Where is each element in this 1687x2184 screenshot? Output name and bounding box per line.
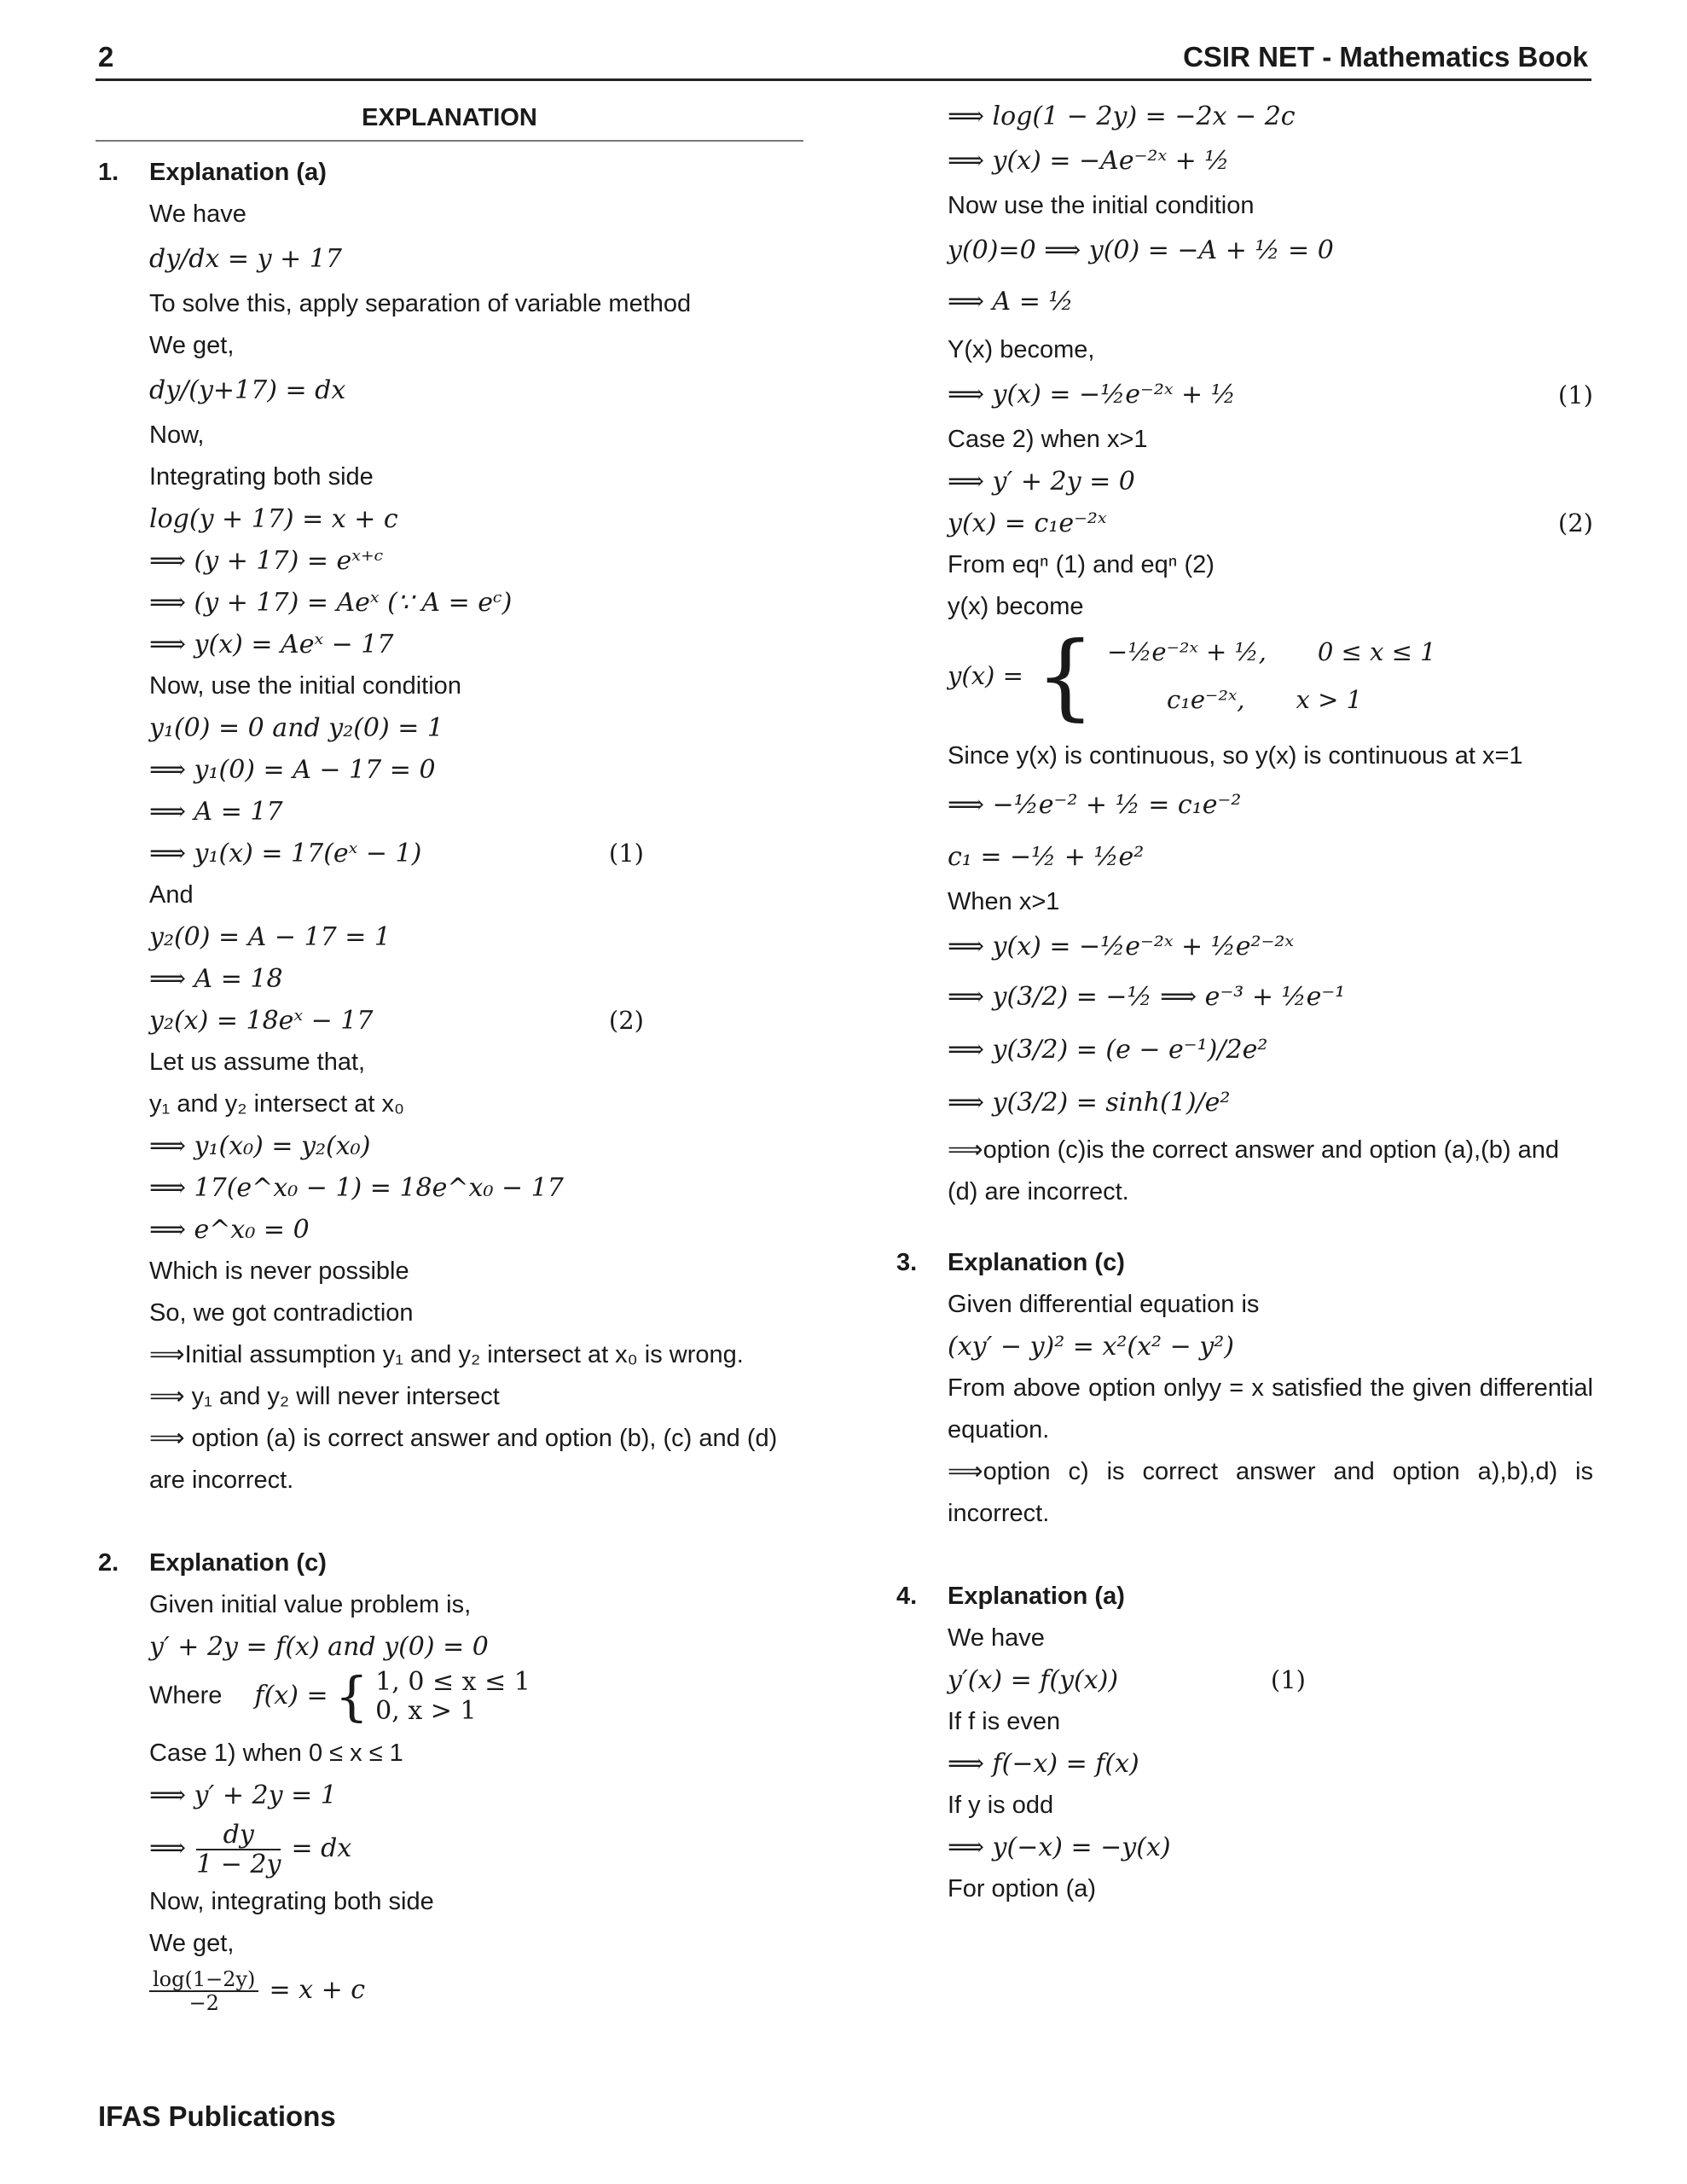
where-label: Where [149, 1682, 223, 1710]
fraction-line [149, 1965, 803, 2016]
text-paragraph: ⟹option c) is correct answer and option a),b),d) is incorrect. [948, 1458, 1593, 1527]
text-line: ⟹option (c)is the correct answer and option (a),(b) and [948, 1136, 1559, 1164]
math-text: = dx [291, 1833, 352, 1863]
explanation-4 [894, 1576, 1593, 1910]
piecewise-line [149, 1665, 803, 1733]
equation-number: (1) [1270, 1665, 1306, 1694]
math-line: ⟹ y₁(x₀) = y₂(x₀) [149, 1131, 371, 1161]
math-line: ⟹ y′ + 2y = 0 [948, 467, 1135, 497]
text-line: We get, [149, 1930, 235, 1957]
math-line [948, 502, 1593, 544]
text-line: For option (a) [948, 1875, 1097, 1902]
math-text: ⟹ y₁(x) = 17(eˣ − 1) [149, 839, 422, 868]
case-1: −½e⁻²ˣ + ½, 0 ≤ x ≤ 1 [1107, 637, 1436, 666]
publisher: IFAS Publications [98, 2100, 336, 2132]
text-line: Y(x) become, [948, 336, 1095, 363]
numerator: dy [196, 1821, 281, 1850]
text-line: Now, [149, 421, 205, 449]
math-line [149, 1000, 644, 1042]
item-number: 2. [98, 1549, 119, 1577]
book-title: CSIR NET - Mathematics Book [1183, 41, 1588, 73]
math-line: dy/(y+17) = dx [149, 375, 346, 405]
text-line: ⟹Initial assumption y₁ and y₂ intersect at x₀ is wrong. [149, 1341, 744, 1368]
equation-number: (1) [1557, 380, 1593, 410]
section-title: EXPLANATION [96, 96, 803, 142]
math-line: ⟹ y(3/2) = (e − e⁻¹)/2e² [948, 1035, 1268, 1065]
item-number: 1. [98, 159, 119, 186]
text-line: If y is odd [948, 1792, 1054, 1819]
text-paragraph: From above option onlyy = x satisfied the given differential equation. [948, 1374, 1593, 1443]
piecewise-cases [375, 1668, 530, 1726]
piecewise-line [948, 621, 1593, 735]
case-2: 0, x > 1 [375, 1696, 477, 1726]
math-line: ⟹ A = 18 [149, 964, 283, 994]
math-line: ⟹ f(−x) = f(x) [948, 1749, 1139, 1779]
fraction [196, 1821, 281, 1879]
denominator: 1 − 2y [196, 1850, 281, 1880]
math-line: y₁(0) = 0 and y₂(0) = 1 [149, 713, 444, 743]
math-text: y₂(x) = 18eˣ − 17 [149, 1006, 374, 1036]
math-line: ⟹ 17(e^x₀ − 1) = 18e^x₀ − 17 [149, 1173, 564, 1203]
explanation-1 [96, 152, 803, 1502]
text-line: And [149, 881, 194, 909]
text-line: ⟹ option (a) is correct answer and option (b), (c) and (d) [149, 1425, 778, 1452]
math-line: ⟹ y(x) = −Ae⁻²ˣ + ½ [948, 146, 1230, 176]
denominator: −2 [188, 1991, 219, 2016]
brace: { [334, 1665, 369, 1728]
text-line: We have [948, 1624, 1045, 1652]
text-line: are incorrect. [149, 1467, 294, 1494]
equation-number: (2) [1557, 508, 1593, 537]
text-line: To solve this, apply separation of variable method [149, 290, 692, 317]
math-line: ⟹ −½e⁻² + ½ = c₁e⁻² [948, 790, 1242, 820]
left-column [96, 96, 803, 2016]
text-line: Let us assume that, [149, 1048, 366, 1076]
brace: { [1035, 621, 1095, 730]
math-line: ⟹ y′ + 2y = 1 [149, 1780, 337, 1810]
header-rule [96, 78, 1591, 81]
text-line: Given initial value problem is, [149, 1591, 472, 1618]
math-line: ⟹ y(3/2) = −½ ⟹ e⁻³ + ½e⁻¹ [948, 982, 1346, 1012]
text-line: Now use the initial condition [948, 192, 1255, 219]
math-line: y(0)=0 ⟹ y(0) = −A + ½ = 0 [948, 235, 1334, 265]
math-text: y′(x) = f(y(x)) [948, 1665, 1119, 1695]
math-line: ⟹ (y + 17) = eˣ⁺ᶜ [149, 546, 384, 576]
math-line: c₁ = −½ + ½e² [948, 842, 1145, 872]
equation-number: (1) [608, 839, 644, 868]
item-title: Explanation (c) [948, 1249, 1125, 1276]
math-line: ⟹ y₁(0) = A − 17 = 0 [149, 755, 436, 785]
math-text: ⟹ [149, 1833, 187, 1863]
text-line: Now, integrating both side [149, 1888, 434, 1915]
item-number: 4. [896, 1583, 918, 1610]
math-line: ⟹ y(−x) = −y(x) [948, 1833, 1171, 1862]
math-text: = x + c [269, 1975, 366, 2005]
explanation-2 [96, 1542, 803, 2016]
item-title: Explanation (a) [149, 159, 327, 186]
text-line: We get, [149, 332, 235, 359]
math-line: (xy′ − y)² = x²(x² − y²) [948, 1332, 1234, 1362]
text-line: ⟹ y₁ and y₂ will never intersect [149, 1383, 500, 1410]
math-text: f(x) = [254, 1680, 328, 1711]
fraction-line [149, 1816, 803, 1881]
text-line: Which is never possible [149, 1258, 409, 1285]
text-line: We have [149, 200, 246, 228]
text-line: Given differential equation is [948, 1291, 1260, 1318]
page-number: 2 [98, 41, 114, 73]
text-line: If f is even [948, 1708, 1061, 1735]
math-line: ⟹ y(3/2) = sinh(1)/e² [948, 1088, 1231, 1118]
text-line: So, we got contradiction [149, 1299, 414, 1327]
equation-number: (2) [608, 1006, 644, 1035]
piecewise-cases [1107, 628, 1436, 723]
math-line [149, 833, 644, 874]
explanation-3 [894, 1242, 1593, 1535]
math-line [948, 371, 1593, 419]
item-title: Explanation (c) [149, 1549, 327, 1577]
math-text: y(x) = c₁e⁻²ˣ [948, 508, 1107, 538]
math-line: ⟹ A = 17 [149, 797, 283, 827]
text-line: y(x) become [948, 593, 1084, 620]
text-line: y₁ and y₂ intersect at x₀ [149, 1090, 405, 1118]
text-line: Now, use the initial condition [149, 672, 461, 700]
text-line: Case 1) when 0 ≤ x ≤ 1 [149, 1740, 403, 1767]
right-column [894, 96, 1593, 1910]
text-line: Case 2) when x>1 [948, 426, 1148, 453]
text-line: Integrating both side [149, 463, 374, 491]
math-line: ⟹ log(1 − 2y) = −2x − 2c [948, 102, 1296, 131]
math-line: y′ + 2y = f(x) and y(0) = 0 [149, 1632, 489, 1662]
math-line: dy/dx = y + 17 [149, 244, 342, 274]
numerator: log(1−2y) [149, 1968, 258, 1992]
math-line [948, 1659, 1306, 1701]
math-line: ⟹ y(x) = −½e⁻²ˣ + ½e²⁻²ˣ [948, 932, 1295, 961]
fraction [149, 1968, 258, 2015]
item-number: 3. [896, 1249, 918, 1276]
text-line: From eqⁿ (1) and eqⁿ (2) [948, 551, 1215, 578]
math-line: ⟹ e^x₀ = 0 [149, 1215, 310, 1245]
math-line: ⟹ y(x) = Aeˣ − 17 [149, 630, 394, 659]
math-line: ⟹ A = ½ [948, 287, 1074, 317]
math-line: y₂(0) = A − 17 = 1 [149, 922, 391, 952]
continuation [894, 96, 1593, 1213]
math-text: ⟹ y(x) = −½e⁻²ˣ + ½ [948, 380, 1236, 410]
math-text: y(x) = [948, 660, 1023, 690]
text-line: (d) are incorrect. [948, 1178, 1129, 1205]
text-line: When x>1 [948, 888, 1060, 915]
case-1: 1, 0 ≤ x ≤ 1 [375, 1667, 530, 1697]
case-2: c₁e⁻²ˣ, x > 1 [1167, 685, 1363, 714]
text-line: Since y(x) is continuous, so y(x) is continuous at x=1 [948, 742, 1523, 770]
math-line: log(y + 17) = x + c [149, 504, 398, 534]
item-title: Explanation (a) [948, 1583, 1125, 1610]
math-line: ⟹ (y + 17) = Aeˣ (∵ A = eᶜ) [149, 588, 513, 618]
